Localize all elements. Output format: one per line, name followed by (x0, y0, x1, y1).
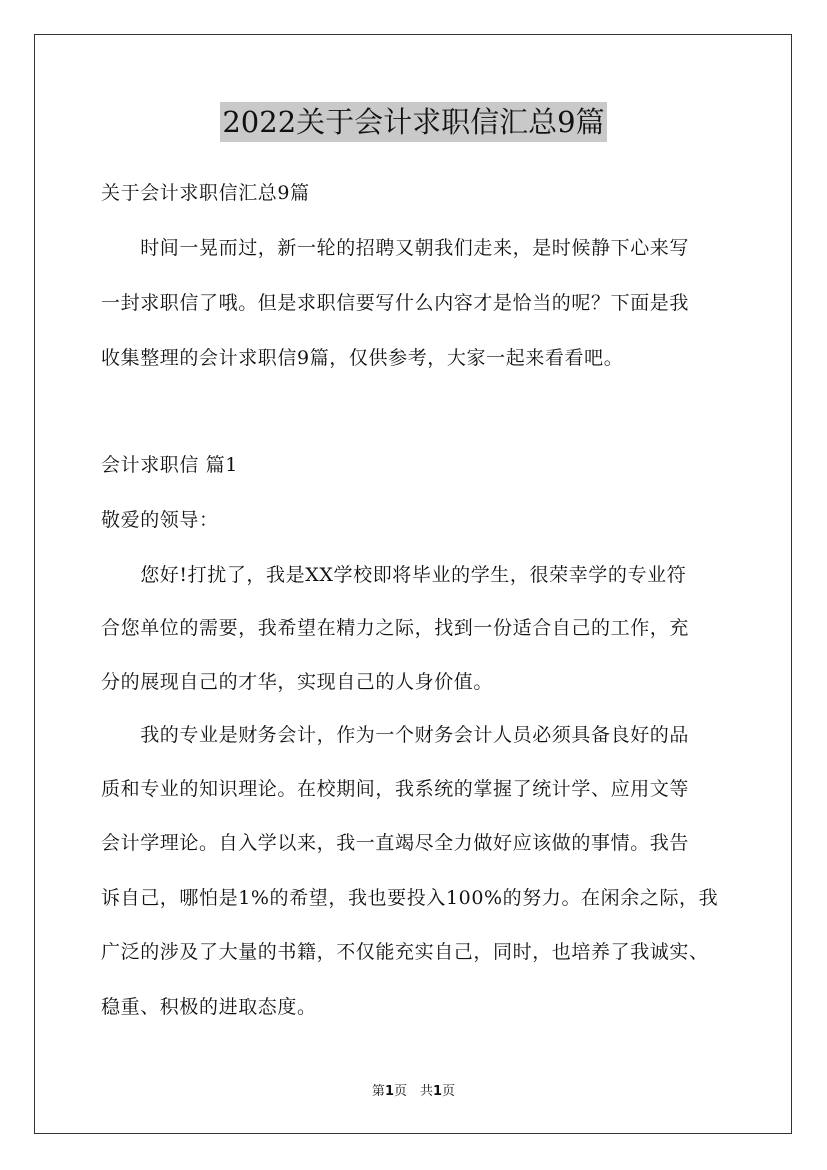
paragraph1-line-3: 分的展现自己的才华，实现自己的人身价值。 (101, 671, 494, 693)
intro-line-1: 时间一晃而过，新一轮的招聘又朝我们走来，是时候静下心来写 (101, 237, 690, 259)
paragraph2-line-5: 广泛的涉及了大量的书籍，不仅能充实自己，同时，也培养了我诚实、 (101, 941, 709, 963)
section-heading: 会计求职信 篇1 (101, 454, 238, 476)
paragraph2-line-3: 会计学理论。自入学以来，我一直竭尽全力做好应该做的事情。我告 (101, 832, 690, 854)
salutation: 敬爱的领导： (101, 509, 219, 531)
paragraph2-line-2: 质和专业的知识理论。在校期间，我系统的掌握了统计学、应用文等 (101, 778, 690, 800)
paragraph1-line-1: 您好!打扰了，我是XX学校即将毕业的学生，很荣幸学的专业符 (101, 564, 687, 586)
page-footer (0, 1083, 827, 1101)
footer-page-total: 1 (433, 1084, 443, 1099)
footer-page-prefix: 第 (371, 1084, 385, 1099)
intro-line-3: 收集整理的会计求职信9篇，仅供参考，大家一起来看看吧。 (101, 347, 624, 369)
paragraph2-line-4: 诉自己，哪怕是1%的希望，我也要投入100%的努力。在闲余之际，我 (101, 887, 719, 909)
footer-page-number: 1 (384, 1084, 394, 1099)
paragraph2-line-6: 稳重、积极的进取态度。 (101, 996, 317, 1018)
paragraph2-line-1: 我的专业是财务会计，作为一个财务会计人员必须具备良好的品 (101, 724, 690, 746)
paragraph1-line-2: 合您单位的需要，我希望在精力之际，找到一份适合自己的工作，充 (101, 617, 690, 639)
document-title: 2022关于会计求职信汇总9篇 (220, 102, 606, 142)
document-subtitle: 关于会计求职信汇总9篇 (101, 182, 310, 204)
footer-page-mid: 页 共 (393, 1084, 433, 1099)
title-container (0, 102, 827, 142)
footer-page-suffix: 页 (442, 1084, 456, 1099)
intro-line-2: 一封求职信了哦。但是求职信要写什么内容才是恰当的呢？下面是我 (101, 292, 690, 314)
